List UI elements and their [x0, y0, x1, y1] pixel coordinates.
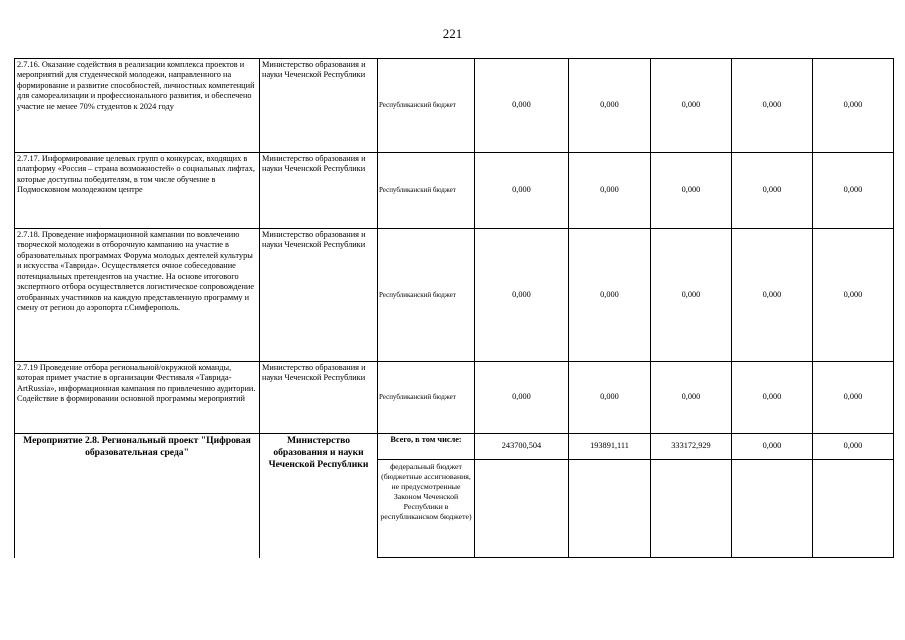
value-cell: 0,000: [475, 59, 569, 153]
value-cell: 0,000: [732, 59, 813, 153]
value-cell: 0,000: [569, 229, 651, 362]
funding-source-cell: Республиканский бюджет: [378, 59, 475, 153]
value-cell: 0,000: [651, 59, 732, 153]
value-cell: 0,000: [569, 362, 651, 434]
page-number: 221: [442, 26, 463, 41]
event-total-row: [15, 434, 894, 460]
value-cell: 0,000: [651, 229, 732, 362]
table-row: [15, 153, 894, 229]
value-cell: 0,000: [651, 362, 732, 434]
value-cell: 0,000: [569, 153, 651, 229]
empty-value-cell: [732, 460, 813, 558]
event-title-cell: Мероприятие 2.8. Региональный проект "Цифровая образовательная среда": [15, 434, 260, 558]
funding-source-cell: Республиканский бюджет: [378, 229, 475, 362]
activity-cell: 2.7.17. Информирование целевых групп о конкурсах, входящих в платформу «Россия – страна возможностей» о социальных лифтах, которые доступны победителям, в том числе обучение в Подмосковном молодежном центре: [15, 153, 260, 229]
table-row: [15, 229, 894, 362]
activity-cell: 2.7.19 Проведение отбора региональной/окружной команды, которая примет участие в организации Фестиваля «Таврида-ArtRussia», информационная кампания по привлечению аудитории. Содействие в формировании основной программы мероприятий: [15, 362, 260, 434]
value-cell: 0,000: [475, 229, 569, 362]
value-cell: 0,000: [651, 153, 732, 229]
total-label-cell: Всего, в том числе:: [378, 434, 475, 460]
value-cell: 0,000: [813, 229, 894, 362]
empty-value-cell: [813, 460, 894, 558]
executor-cell: Министерство образования и науки Чеченской Республики: [260, 59, 378, 153]
activity-cell: 2.7.16. Оказание содействия в реализации комплекса проектов и мероприятий для студенческой молодежи, направленного на формирование и развитие способностей, личностных компетенций для самореализации и профессионального развития, и обеспечено участие не менее 70% студентов к 2024 году: [15, 59, 260, 153]
table-row: [15, 362, 894, 434]
value-cell: 0,000: [732, 153, 813, 229]
value-cell: 0,000: [569, 59, 651, 153]
executor-cell: Министерство образования и науки Чеченской Республики: [260, 153, 378, 229]
value-cell: 0,000: [732, 362, 813, 434]
event-executor-cell: Министерство образования и науки Чеченской Республики: [260, 434, 378, 558]
empty-value-cell: [569, 460, 651, 558]
empty-value-cell: [651, 460, 732, 558]
value-cell: 0,000: [813, 362, 894, 434]
value-cell: 0,000: [732, 229, 813, 362]
budget-table: [14, 58, 894, 558]
total-value-cell: 333172,929: [651, 434, 732, 460]
value-cell: 0,000: [475, 362, 569, 434]
executor-cell: Министерство образования и науки Чеченской Республики: [260, 229, 378, 362]
total-value-cell: 0,000: [732, 434, 813, 460]
value-cell: 0,000: [813, 59, 894, 153]
value-cell: 0,000: [475, 153, 569, 229]
total-value-cell: 193891,111: [569, 434, 651, 460]
funding-source-cell: Республиканский бюджет: [378, 362, 475, 434]
value-cell: 0,000: [813, 153, 894, 229]
funding-source-cell: Республиканский бюджет: [378, 153, 475, 229]
federal-budget-label-cell: федеральный бюджет (бюджетные ассигнования, не предусмотренные Законом Чеченской Республики в республиканском бюджете): [378, 460, 475, 558]
total-value-cell: 243700,504: [475, 434, 569, 460]
executor-cell: Министерство образования и науки Чеченской Республики: [260, 362, 378, 434]
table-row: [15, 59, 894, 153]
empty-value-cell: [475, 460, 569, 558]
total-value-cell: 0,000: [813, 434, 894, 460]
activity-cell: 2.7.18. Проведение информационной кампании по вовлечению творческой молодежи в отборочную кампанию на участие в образовательных программах Форума молодых деятелей культуры и искусства «Таврида». Осуществляется очное собеседование потенциальных претендентов на участие. На основе итогового экспертного отбора осуществляется логистическое сопровождение отобранных участников на каждую представленную программу и смену от регион до аэропорта г.Симферополь.: [15, 229, 260, 362]
